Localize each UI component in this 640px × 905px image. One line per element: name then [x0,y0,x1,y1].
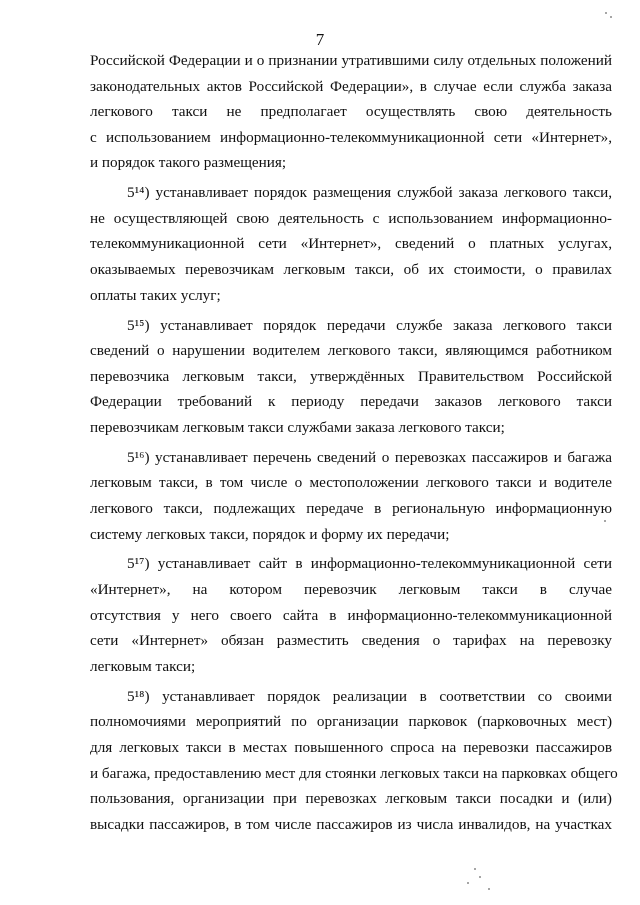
scan-speck [474,868,476,870]
text-line: «Интернет», на котором перевозчик легковым такси в случае [90,581,612,599]
paragraph-item-5-15 [90,313,612,441]
text-line: отсутствия у него своего сайта в информационно-телекоммуникационной [90,606,612,624]
paragraph-item-5-16 [90,445,612,547]
text-line: 5¹⁶) устанавливает перечень сведений о перевозках пассажиров и багажа [127,448,612,466]
text-line: Федерации требований к периоду передачи заказов легкового такси [90,393,612,411]
text-line: сведений о нарушении водителем легкового такси, являющимся работником [90,342,612,360]
text-line: легковым такси, в том числе о местоположении легкового такси и водителе [90,474,612,492]
document-body [90,48,618,837]
text-line: оплаты таких услуг; [90,286,221,304]
paragraph-item-5-17 [90,551,612,679]
paragraph-continuation [90,48,612,176]
text-line: и багажа, предоставлению мест для стоянки легковых такси на парковках общего [90,764,618,782]
scan-speck [610,16,612,18]
text-line: с использованием информационно-телекоммуникационной сети «Интернет», [90,128,612,146]
scan-speck [604,520,606,522]
text-line: высадки пассажиров, в том числе пассажиров из числа инвалидов, на участках [90,815,612,833]
text-line: легкового такси, подлежащих передаче в региональную информационную [90,499,612,517]
paragraph-item-5-18 [90,684,618,838]
text-line: оказываемых перевозчикам легковым такси, об их стоимости, о правилах [90,261,612,279]
text-line: 5¹⁷) устанавливает сайт в информационно-телекоммуникационной сети [127,555,612,573]
scan-speck [488,888,490,890]
text-line: Российской Федерации и о признании утратившими силу отдельных положений [90,52,612,69]
text-line: сети «Интернет» обязан разместить сведения о тарифах на перевозку [90,632,612,650]
text-line: для легковых такси в местах повышенного спроса на перевозки пассажиров [90,738,612,756]
text-line: легкового такси не предполагает осуществлять свою деятельность [90,103,612,121]
scan-speck [479,876,481,878]
page-number: 7 [315,30,325,49]
scan-speck [605,12,607,14]
text-line: 5¹⁸) устанавливает порядок реализации в соответствии со своими [127,687,612,705]
text-line: телекоммуникационной сети «Интернет», сведений о платных услугах, [90,235,612,253]
paragraph-item-5-14 [90,180,612,308]
text-line: перевозчика легковым такси, утверждённых Правительством Российской [90,367,612,385]
text-line: законодательных актов Российской Федерации», в случае если служба заказа [90,77,612,95]
text-line: не осуществляющей свою деятельность с использованием информационно- [90,209,612,227]
text-line: легковым такси; [90,657,196,675]
text-line: перевозчикам легковым такси службами заказа легкового такси; [90,418,505,436]
text-line: полномочиями мероприятий по организации парковок (парковочных мест) [90,713,612,731]
text-line: 5¹⁵) устанавливает порядок передачи службе заказа легкового такси [127,316,612,334]
text-line: 5¹⁴) устанавливает порядок размещения службой заказа легкового такси, [127,184,612,202]
text-line: и порядок такого размещения; [90,154,287,172]
text-line: систему легковых такси, порядок и форму их передачи; [90,525,450,543]
scan-speck [467,882,469,884]
text-line: пользования, организации при перевозках легковым такси посадки и (или) [90,790,612,808]
